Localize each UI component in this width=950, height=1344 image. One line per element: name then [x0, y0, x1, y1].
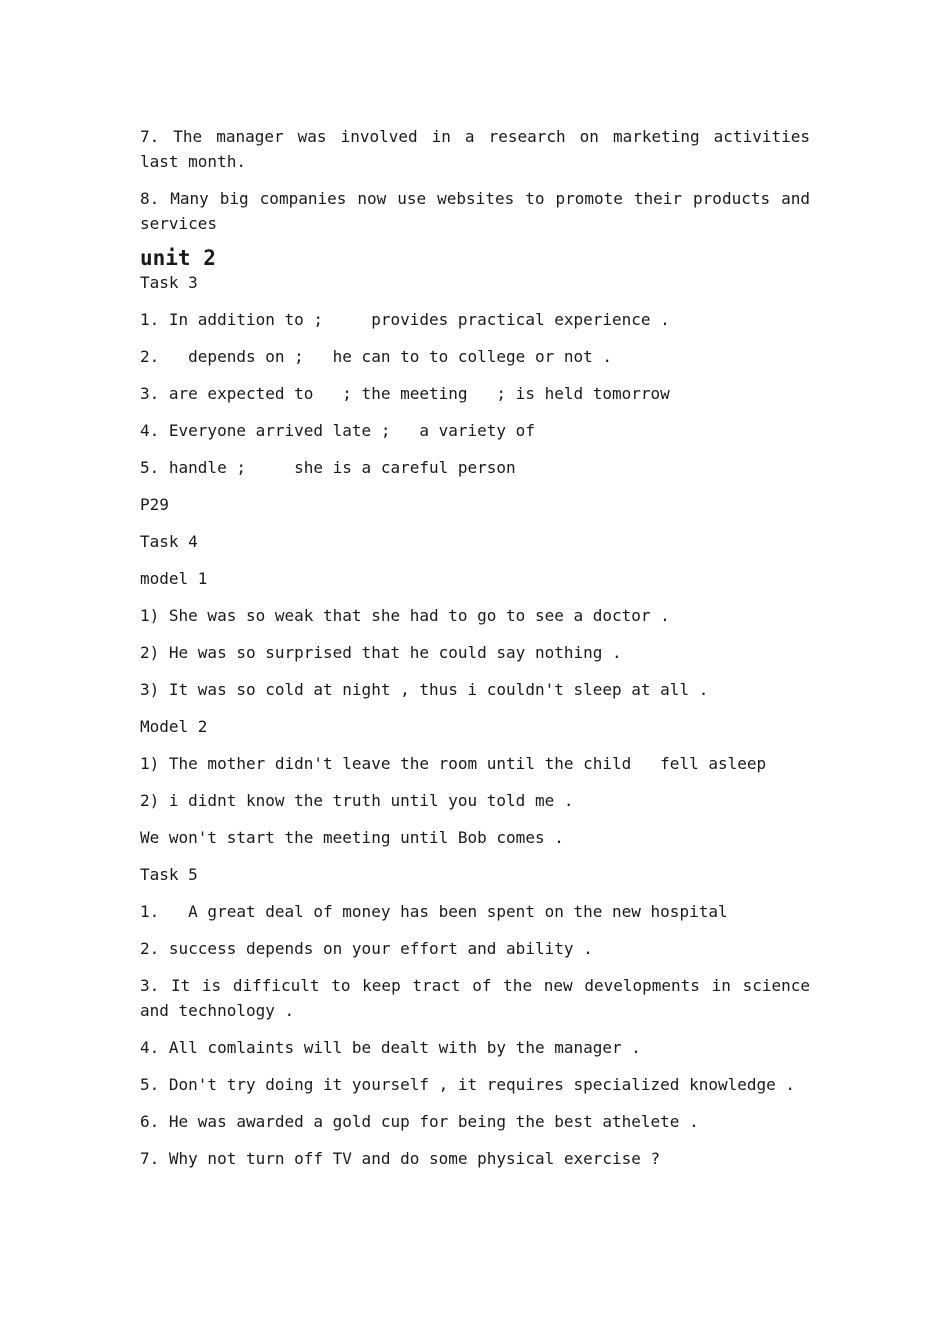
- task5-item-6: 6. He was awarded a gold cup for being the best athelete .: [140, 1112, 699, 1131]
- task4-label: Task 4: [140, 532, 198, 551]
- unit-heading: unit 2: [140, 246, 216, 270]
- task5-item-4: 4. All comlaints will be dealt with by the manager .: [140, 1038, 641, 1057]
- task3-label: Task 3: [140, 273, 198, 292]
- task5-item-7: 7. Why not turn off TV and do some physical exercise ?: [140, 1149, 661, 1168]
- model1-item-3: 3) It was so cold at night , thus i couldn't sleep at all .: [140, 680, 709, 699]
- model1-item-2: 2) He was so surprised that he could say nothing .: [140, 643, 622, 662]
- task3-item-5: 5. handle ; she is a careful person: [140, 458, 516, 477]
- top-item-7: 7. The manager was involved in a research on marketing activities last month.: [140, 127, 820, 171]
- task5-label: Task 5: [140, 865, 198, 884]
- model2-item-1: 1) The mother didn't leave the room until the child fell asleep: [140, 754, 767, 773]
- model1-item-1: 1) She was so weak that she had to go to see a doctor .: [140, 606, 670, 625]
- page-reference: P29: [140, 495, 169, 514]
- task3-item-3: 3. are expected to ; the meeting ; is held tomorrow: [140, 384, 670, 403]
- top-item-8: 8. Many big companies now use websites to promote their products and services: [140, 189, 820, 233]
- task5-item-2: 2. success depends on your effort and ability .: [140, 939, 593, 958]
- model2-item-3: We won't start the meeting until Bob comes .: [140, 828, 564, 847]
- model1-label: model 1: [140, 569, 208, 588]
- model2-item-2: 2) i didnt know the truth until you told me .: [140, 791, 574, 810]
- document-page: [140, 124, 820, 1183]
- task3-item-2: 2. depends on ; he can to to college or not .: [140, 347, 613, 366]
- task3-item-4: 4. Everyone arrived late ; a variety of: [140, 421, 535, 440]
- task5-item-3: 3. It is difficult to keep tract of the new developments in science and technology .: [140, 976, 820, 1020]
- model2-label: Model 2: [140, 717, 208, 736]
- task5-item-1: 1. A great deal of money has been spent on the new hospital: [140, 902, 728, 921]
- task3-item-1: 1. In addition to ; provides practical experience .: [140, 310, 670, 329]
- task5-item-5: 5. Don't try doing it yourself , it requires specialized knowledge .: [140, 1075, 796, 1094]
